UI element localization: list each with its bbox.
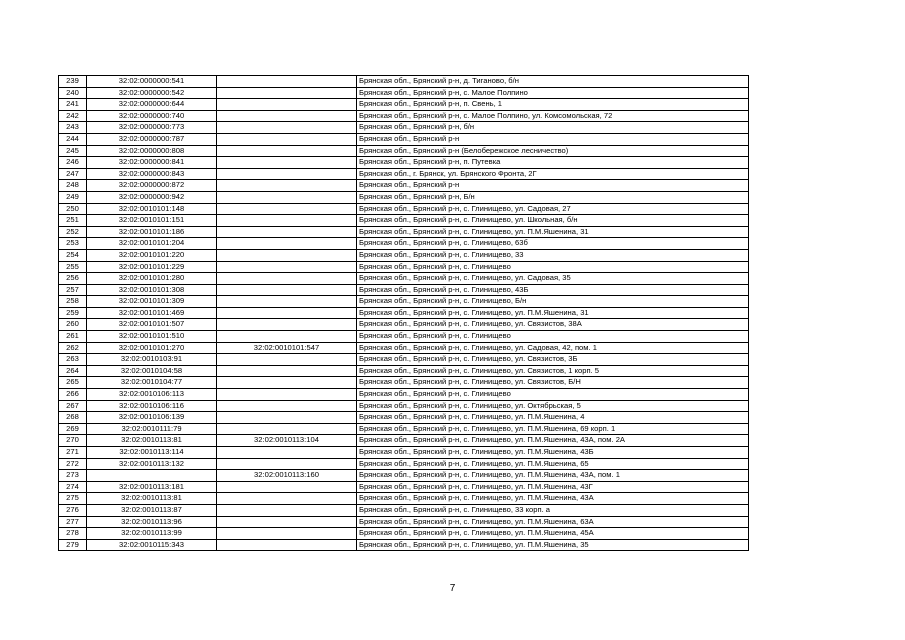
cadastral-number-2-cell	[217, 458, 357, 470]
address-cell: Брянская обл., Брянский р-н, с. Глинищево	[357, 261, 749, 273]
cadastral-number-2-cell	[217, 122, 357, 134]
row-number-cell: 266	[59, 389, 87, 401]
cadastral-number-cell: 32:02:0010101:280	[87, 273, 217, 285]
row-number-cell: 245	[59, 145, 87, 157]
table-row	[59, 365, 749, 377]
address-cell: Брянская обл., Брянский р-н, с. Глинищево, ул. П.М.Яшенина, 31	[357, 226, 749, 238]
cadastral-number-cell: 32:02:0010101:507	[87, 319, 217, 331]
cadastral-number-cell: 32:02:0010101:220	[87, 249, 217, 261]
table-row	[59, 539, 749, 551]
cadastral-number-cell: 32:02:0010113:114	[87, 447, 217, 459]
table-row	[59, 180, 749, 192]
cadastral-number-cell: 32:02:0010113:81	[87, 435, 217, 447]
cadastral-number-2-cell	[217, 481, 357, 493]
table-row	[59, 307, 749, 319]
table-row	[59, 76, 749, 88]
cadastral-number-2-cell	[217, 215, 357, 227]
table-row	[59, 377, 749, 389]
cadastral-number-2-cell	[217, 133, 357, 145]
row-number-cell: 264	[59, 365, 87, 377]
table-row	[59, 249, 749, 261]
cadastral-number-cell: 32:02:0010101:148	[87, 203, 217, 215]
address-cell: Брянская обл., Брянский р-н, с. Глинищево, ул. П.М.Яшенина, 45А	[357, 528, 749, 540]
row-number-cell: 256	[59, 273, 87, 285]
row-number-cell: 260	[59, 319, 87, 331]
table-row	[59, 133, 749, 145]
address-cell: Брянская обл., Брянский р-н, с. Малое Полпино, ул. Комсомольская, 72	[357, 110, 749, 122]
cadastral-number-2-cell	[217, 331, 357, 343]
cadastral-number-2-cell	[217, 307, 357, 319]
register-table-body	[59, 76, 749, 551]
address-cell: Брянская обл., Брянский р-н, с. Глинищево, 63б	[357, 238, 749, 250]
cadastral-number-2-cell	[217, 87, 357, 99]
table-row	[59, 99, 749, 111]
address-cell: Брянская обл., Брянский р-н, с. Глинищево, ул. Садовая, 27	[357, 203, 749, 215]
table-row	[59, 412, 749, 424]
address-cell: Брянская обл., Брянский р-н, с. Глинищево, ул. Связистов, 38А	[357, 319, 749, 331]
row-number-cell: 244	[59, 133, 87, 145]
address-cell: Брянская обл., Брянский р-н, с. Глинищево, Б/н	[357, 296, 749, 308]
row-number-cell: 262	[59, 342, 87, 354]
table-row	[59, 458, 749, 470]
table-row	[59, 470, 749, 482]
table-row	[59, 157, 749, 169]
cadastral-number-2-cell	[217, 203, 357, 215]
row-number-cell: 274	[59, 481, 87, 493]
table-row	[59, 87, 749, 99]
cadastral-number-cell: 32:02:0000000:787	[87, 133, 217, 145]
address-cell: Брянская обл., Брянский р-н, с. Глинищево, ул. Связистов, Б/Н	[357, 377, 749, 389]
cadastral-number-2-cell	[217, 377, 357, 389]
address-cell: Брянская обл., Брянский р-н, с. Глинищево	[357, 389, 749, 401]
row-number-cell: 271	[59, 447, 87, 459]
cadastral-number-2-cell	[217, 99, 357, 111]
address-cell: Брянская обл., Брянский р-н, п. Путевка	[357, 157, 749, 169]
cadastral-number-cell: 32:02:0000000:843	[87, 168, 217, 180]
row-number-cell: 241	[59, 99, 87, 111]
row-number-cell: 240	[59, 87, 87, 99]
address-cell: Брянская обл., Брянский р-н, д. Тиганово, б/н	[357, 76, 749, 88]
row-number-cell: 261	[59, 331, 87, 343]
row-number-cell: 253	[59, 238, 87, 250]
cadastral-number-cell: 32:02:0000000:541	[87, 76, 217, 88]
cadastral-number-cell: 32:02:0000000:740	[87, 110, 217, 122]
cadastral-number-cell: 32:02:0010106:139	[87, 412, 217, 424]
cadastral-number-2-cell: 32:02:0010113:160	[217, 470, 357, 482]
table-row	[59, 435, 749, 447]
address-cell: Брянская обл., Брянский р-н, с. Глинищево, 33 корп. а	[357, 504, 749, 516]
cadastral-number-cell: 32:02:0010104:77	[87, 377, 217, 389]
row-number-cell: 277	[59, 516, 87, 528]
address-cell: Брянская обл., Брянский р-н, с. Глинищево, ул. П.М.Яшенина, 4	[357, 412, 749, 424]
row-number-cell: 259	[59, 307, 87, 319]
address-cell: Брянская обл., Брянский р-н, с. Глинищево, ул. Школьная, б/н	[357, 215, 749, 227]
cadastral-number-2-cell	[217, 273, 357, 285]
cadastral-number-2-cell	[217, 423, 357, 435]
cadastral-number-2-cell	[217, 191, 357, 203]
row-number-cell: 254	[59, 249, 87, 261]
cadastral-number-2-cell	[217, 226, 357, 238]
row-number-cell: 243	[59, 122, 87, 134]
row-number-cell: 275	[59, 493, 87, 505]
cadastral-number-cell: 32:02:0010113:132	[87, 458, 217, 470]
row-number-cell: 252	[59, 226, 87, 238]
cadastral-number-cell: 32:02:0000000:841	[87, 157, 217, 169]
cadastral-number-cell: 32:02:0010106:113	[87, 389, 217, 401]
table-row	[59, 191, 749, 203]
table-row	[59, 516, 749, 528]
address-cell: Брянская обл., Брянский р-н, с. Глинищево, ул. П.М.Яшенина, 43А, пом. 2А	[357, 435, 749, 447]
address-cell: Брянская обл., Брянский р-н, с. Глинищево, ул. П.М.Яшенина, 69 корп. 1	[357, 423, 749, 435]
cadastral-number-cell: 32:02:0010106:116	[87, 400, 217, 412]
table-row	[59, 122, 749, 134]
cadastral-number-2-cell	[217, 539, 357, 551]
table-row	[59, 261, 749, 273]
address-cell: Брянская обл., Брянский р-н, с. Глинищево, ул. Октябрьская, 5	[357, 400, 749, 412]
address-cell: Брянская обл., Брянский р-н, с. Глинищево, ул. Связистов, 1 корп. 5	[357, 365, 749, 377]
cadastral-number-cell: 32:02:0010113:87	[87, 504, 217, 516]
row-number-cell: 268	[59, 412, 87, 424]
cadastral-number-2-cell	[217, 319, 357, 331]
cadastral-number-cell: 32:02:0010101:204	[87, 238, 217, 250]
cadastral-number-cell: 32:02:0010103:91	[87, 354, 217, 366]
address-cell: Брянская обл., Брянский р-н, с. Глинищево, ул. П.М.Яшенина, 43А, пом. 1	[357, 470, 749, 482]
table-row	[59, 296, 749, 308]
address-cell: Брянская обл., Брянский р-н, с. Глинищево, ул. Садовая, 35	[357, 273, 749, 285]
address-cell: Брянская обл., Брянский р-н, с. Глинищево, ул. П.М.Яшенина, 31	[357, 307, 749, 319]
cadastral-number-2-cell	[217, 400, 357, 412]
row-number-cell: 267	[59, 400, 87, 412]
table-row	[59, 110, 749, 122]
cadastral-number-2-cell	[217, 504, 357, 516]
table-row	[59, 145, 749, 157]
address-cell: Брянская обл., Брянский р-н, с. Глинищево, ул. П.М.Яшенина, 65	[357, 458, 749, 470]
table-row	[59, 284, 749, 296]
cadastral-number-cell: 32:02:0000000:942	[87, 191, 217, 203]
cadastral-number-2-cell	[217, 493, 357, 505]
row-number-cell: 276	[59, 504, 87, 516]
table-row	[59, 354, 749, 366]
row-number-cell: 258	[59, 296, 87, 308]
cadastral-number-cell: 32:02:0010113:99	[87, 528, 217, 540]
address-cell: Брянская обл., Брянский р-н, с. Глинищево, ул. П.М.Яшенина, 43А	[357, 493, 749, 505]
cadastral-number-cell: 32:02:0010113:181	[87, 481, 217, 493]
cadastral-number-cell: 32:02:0010101:186	[87, 226, 217, 238]
address-cell: Брянская обл., Брянский р-н, с. Глинищево, 43Б	[357, 284, 749, 296]
cadastral-number-2-cell	[217, 238, 357, 250]
page-number: 7	[449, 583, 456, 594]
cadastral-number-cell	[87, 470, 217, 482]
cadastral-number-cell: 32:02:0000000:773	[87, 122, 217, 134]
row-number-cell: 239	[59, 76, 87, 88]
address-cell: Брянская обл., Брянский р-н, с. Глинищево, ул. П.М.Яшенина, 43Б	[357, 447, 749, 459]
address-cell: Брянская обл., Брянский р-н, Б/н	[357, 191, 749, 203]
row-number-cell: 278	[59, 528, 87, 540]
address-cell: Брянская обл., Брянский р-н, с. Глинищево	[357, 331, 749, 343]
cadastral-number-cell: 32:02:0010111:79	[87, 423, 217, 435]
cadastral-number-2-cell	[217, 180, 357, 192]
row-number-cell: 257	[59, 284, 87, 296]
register-table	[58, 75, 749, 551]
table-row	[59, 342, 749, 354]
table-row	[59, 238, 749, 250]
cadastral-number-cell: 32:02:0000000:872	[87, 180, 217, 192]
cadastral-number-2-cell	[217, 284, 357, 296]
address-cell: Брянская обл., Брянский р-н (Белобережское лесничество)	[357, 145, 749, 157]
address-cell: Брянская обл., Брянский р-н, с. Малое Полпино	[357, 87, 749, 99]
row-number-cell: 251	[59, 215, 87, 227]
cadastral-number-2-cell	[217, 157, 357, 169]
cadastral-number-2-cell: 32:02:0010101:547	[217, 342, 357, 354]
address-cell: Брянская обл., Брянский р-н, п. Свень, 1	[357, 99, 749, 111]
cadastral-number-cell: 32:02:0010113:96	[87, 516, 217, 528]
cadastral-number-cell: 32:02:0000000:542	[87, 87, 217, 99]
cadastral-number-2-cell	[217, 365, 357, 377]
table-row	[59, 273, 749, 285]
table-row	[59, 493, 749, 505]
cadastral-number-2-cell	[217, 412, 357, 424]
row-number-cell: 242	[59, 110, 87, 122]
cadastral-number-cell: 32:02:0010101:308	[87, 284, 217, 296]
cadastral-number-cell: 32:02:0010115:343	[87, 539, 217, 551]
table-row	[59, 504, 749, 516]
address-cell: Брянская обл., Брянский р-н, с. Глинищево, ул. П.М.Яшенина, 43Г	[357, 481, 749, 493]
cadastral-number-cell: 32:02:0010113:81	[87, 493, 217, 505]
cadastral-number-2-cell	[217, 249, 357, 261]
cadastral-number-2-cell	[217, 447, 357, 459]
row-number-cell: 248	[59, 180, 87, 192]
table-row	[59, 319, 749, 331]
table-row	[59, 423, 749, 435]
cadastral-number-cell: 32:02:0010101:469	[87, 307, 217, 319]
table-row	[59, 215, 749, 227]
cadastral-number-cell: 32:02:0010101:510	[87, 331, 217, 343]
cadastral-number-cell: 32:02:0010104:58	[87, 365, 217, 377]
address-cell: Брянская обл., Брянский р-н, с. Глинищево, ул. П.М.Яшенина, 35	[357, 539, 749, 551]
row-number-cell: 265	[59, 377, 87, 389]
cadastral-number-2-cell	[217, 110, 357, 122]
row-number-cell: 247	[59, 168, 87, 180]
address-cell: Брянская обл., Брянский р-н, с. Глинищево, 33	[357, 249, 749, 261]
cadastral-number-2-cell	[217, 354, 357, 366]
table-row	[59, 226, 749, 238]
table-row	[59, 203, 749, 215]
table-row	[59, 331, 749, 343]
address-cell: Брянская обл., Брянский р-н	[357, 180, 749, 192]
row-number-cell: 270	[59, 435, 87, 447]
row-number-cell: 279	[59, 539, 87, 551]
row-number-cell: 255	[59, 261, 87, 273]
address-cell: Брянская обл., Брянский р-н, с. Глинищево, ул. П.М.Яшенина, 63А	[357, 516, 749, 528]
table-row	[59, 447, 749, 459]
table-row	[59, 400, 749, 412]
cadastral-number-cell: 32:02:0000000:644	[87, 99, 217, 111]
cadastral-number-2-cell	[217, 389, 357, 401]
cadastral-number-2-cell	[217, 296, 357, 308]
row-number-cell: 272	[59, 458, 87, 470]
cadastral-number-2-cell	[217, 261, 357, 273]
cadastral-number-2-cell	[217, 145, 357, 157]
cadastral-number-2-cell	[217, 76, 357, 88]
table-row	[59, 168, 749, 180]
address-cell: Брянская обл., Брянский р-н	[357, 133, 749, 145]
row-number-cell: 269	[59, 423, 87, 435]
cadastral-number-2-cell	[217, 168, 357, 180]
table-row	[59, 389, 749, 401]
cadastral-number-2-cell: 32:02:0010113:104	[217, 435, 357, 447]
row-number-cell: 249	[59, 191, 87, 203]
table-row	[59, 528, 749, 540]
address-cell: Брянская обл., Брянский р-н, с. Глинищево, ул. Связистов, 3Б	[357, 354, 749, 366]
address-cell: Брянская обл., Брянский р-н, с. Глинищево, ул. Садовая, 42, пом. 1	[357, 342, 749, 354]
address-cell: Брянская обл., г. Брянск, ул. Брянского Фронта, 2Г	[357, 168, 749, 180]
row-number-cell: 273	[59, 470, 87, 482]
cadastral-number-cell: 32:02:0010101:151	[87, 215, 217, 227]
row-number-cell: 250	[59, 203, 87, 215]
cadastral-number-2-cell	[217, 516, 357, 528]
cadastral-number-cell: 32:02:0010101:270	[87, 342, 217, 354]
cadastral-number-cell: 32:02:0010101:309	[87, 296, 217, 308]
cadastral-number-cell: 32:02:0000000:808	[87, 145, 217, 157]
row-number-cell: 246	[59, 157, 87, 169]
row-number-cell: 263	[59, 354, 87, 366]
cadastral-number-2-cell	[217, 528, 357, 540]
table-row	[59, 481, 749, 493]
cadastral-number-cell: 32:02:0010101:229	[87, 261, 217, 273]
address-cell: Брянская обл., Брянский р-н, б/н	[357, 122, 749, 134]
